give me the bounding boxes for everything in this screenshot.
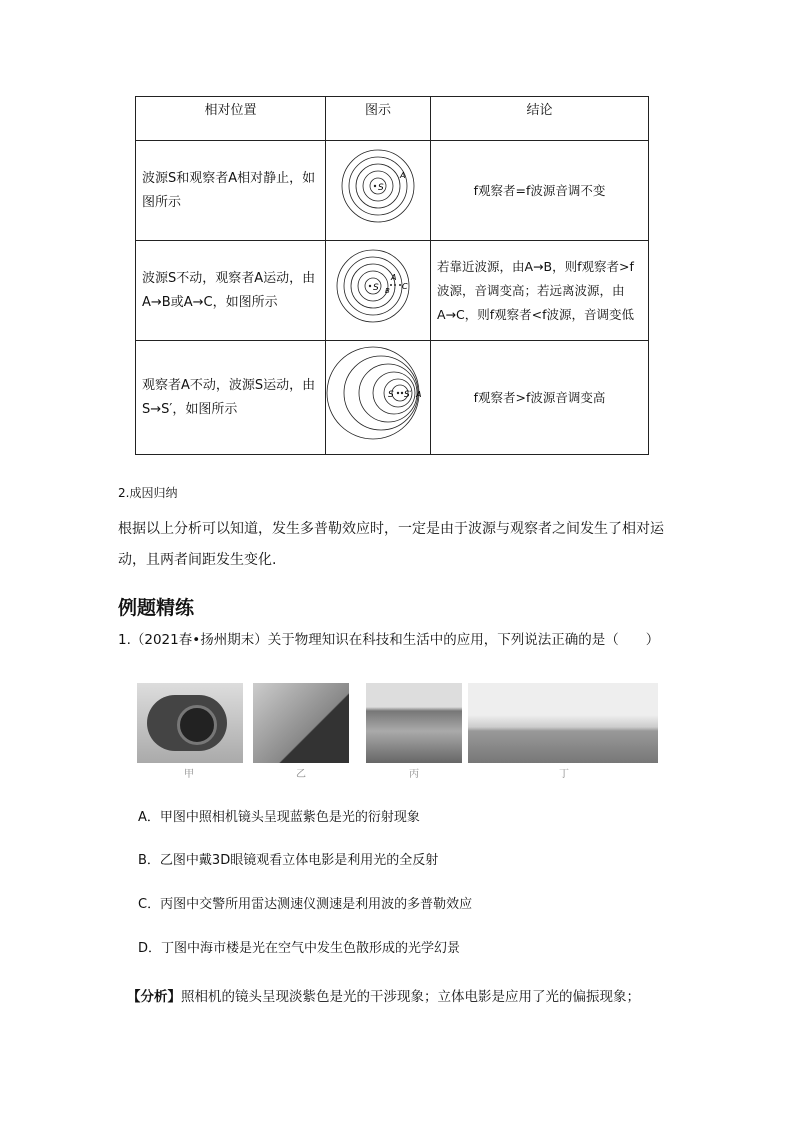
svg-text:C: C [402,282,408,291]
analysis-text: 照相机的镜头呈现淡紫色是光的干涉现象；立体电影是应用了光的偏振现象； [181,989,640,1005]
caption-ding: 丁 [559,769,569,780]
svg-text:S: S [378,183,384,193]
svg-text:S: S [373,283,379,293]
caption-yi: 乙 [296,769,306,780]
examples-heading: 例题精练 [118,597,195,619]
section-heading: 2.成因归纳 [118,486,178,500]
image-mirage [468,683,658,763]
image-camera-lens [137,683,243,763]
row3-position: 观察者A不动，波源S运动，由S→S′，如图所示 [136,341,326,455]
image-radar-police [366,683,462,763]
row3-conclusion: f观察者>f波源音调变高 [431,341,649,455]
option-b: B．乙图中戴3D眼镜观看立体电影是利用光的全反射 [138,853,439,868]
header-position: 相对位置 [136,97,326,141]
svg-text:A: A [416,390,422,399]
row2-diagram [326,241,431,341]
row1-conclusion: f观察者=f波源音调不变 [431,141,649,241]
analysis [127,985,640,1005]
row2-position: 波源S不动，观察者A运动，由A→B或A→C，如图所示 [136,241,326,341]
analysis-label: 【分析】 [127,989,181,1005]
doppler-table [135,96,649,455]
observer-moving-diagram [328,241,428,331]
concentric-waves-diagram [328,141,428,231]
header-conclusion: 结论 [431,97,649,141]
svg-text:S′: S′ [404,390,412,400]
section-paragraph: 根据以上分析可以知道，发生多普勒效应时，一定是由于波源与观察者之间发生了相对运动，且两者间距发生变化. [118,521,664,568]
option-a: A．甲图中照相机镜头呈现蓝紫色是光的衍射现象 [138,810,420,825]
option-c: C．丙图中交警所用雷达测速仪测速是利用波的多普勒效应 [138,897,473,912]
caption-jia: 甲 [184,769,194,780]
row2-conclusion: 若靠近波源，由A→B，则f观察者>f波源，音调变高；若远离波源，由A→C，则f观察者<f波源，音调变低 [431,241,649,341]
question-stem: 1.（2021春•扬州期末）关于物理知识在科技和生活中的应用，下列说法正确的是（ ） [118,632,660,648]
row1-position: 波源S和观察者A相对静止，如图所示 [136,141,326,241]
svg-text:A: A [391,273,397,282]
image-3d-movie [253,683,349,763]
svg-text:A: A [400,171,406,180]
option-d: D．丁图中海市楼是光在空气中发生色散形成的光学幻景 [138,941,461,956]
source-moving-diagram [326,341,430,445]
svg-text:S: S [388,390,394,400]
row1-diagram [326,141,431,241]
svg-text:B: B [385,287,390,295]
row3-diagram [326,341,431,455]
caption-bing: 丙 [409,769,419,780]
header-diagram: 图示 [326,97,431,141]
